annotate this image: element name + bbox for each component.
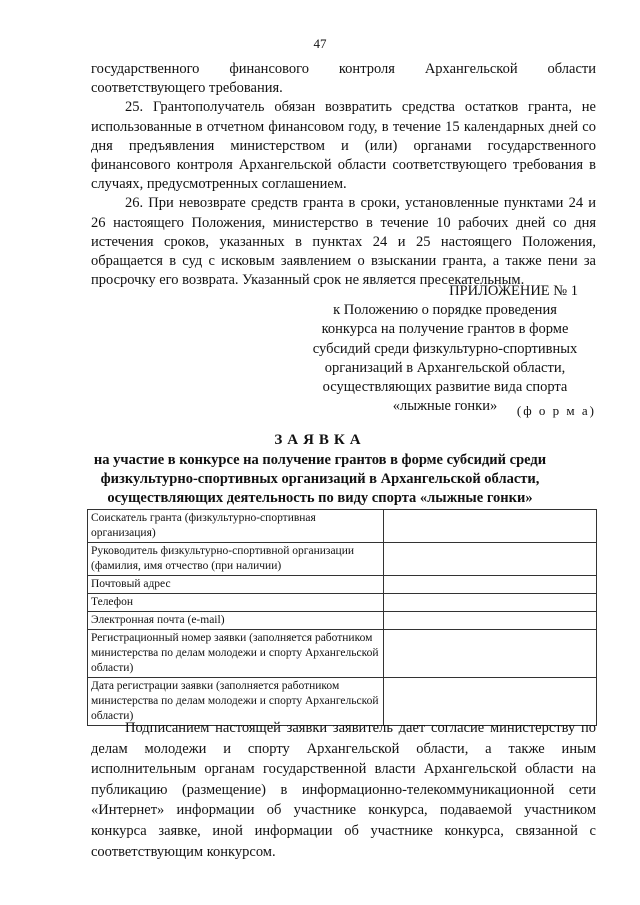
row-value-phone[interactable] (384, 594, 597, 612)
forma-label: (ф о р м а) (516, 403, 596, 418)
row-value-applicant[interactable] (384, 510, 597, 543)
application-form-table (87, 509, 597, 726)
appendix-line: конкурса на получение грантов в форме (321, 321, 569, 338)
body-text-top (91, 60, 596, 290)
application-subtitle-line: физкультурно-спортивных организаций в Архангельской области, (100, 471, 540, 487)
table-row (88, 630, 597, 678)
application-title: ЗАЯВКА (274, 432, 366, 448)
row-label-reg-date: Дата регистрации заявки (заполняется работником министерства по делам молодежи и спорту Архангельской области) (88, 678, 384, 726)
paragraph-continuation: государственного финансового контроля Архангельской области соответствующего требования. (91, 61, 596, 97)
row-label-phone: Телефон (88, 594, 384, 612)
appendix-block (300, 282, 590, 416)
consent-block (91, 718, 596, 862)
appendix-line: осуществляющих развитие вида спорта (322, 379, 568, 396)
row-label-head: Руководитель физкультурно-спортивной организации (фамилия, имя отчество (при наличии) (88, 543, 384, 576)
appendix-title: ПРИЛОЖЕНИЕ № 1 (449, 283, 578, 299)
row-value-email[interactable] (384, 612, 597, 630)
page-number: 47 (313, 36, 327, 51)
consent-paragraph: Подписанием настоящей заявки заявитель дает согласие министерству по делам молодежи и спорту Архангельской области, а также иным исполнительным органам государственной власти Архангельской области на публикацию (размещение) в информационно-телекоммуникационной сети «Интернет» информации об участнике конкурса, подаваемой участником конкурса заявке, иной информации об участнике конкурса, связанной с соответствующим конкурсом. (91, 720, 596, 860)
row-label-email: Электронная почта (e-mail) (88, 612, 384, 630)
application-subtitle (60, 451, 580, 508)
row-label-reg-number: Регистрационный номер заявки (заполняется работником министерства по делам молодежи и спорту Архангельской области) (88, 630, 384, 678)
paragraph-26: 26. При невозврате средств гранта в сроки, установленные пунктами 24 и 26 настоящего Положения, министерство в течение 10 рабочих дней со дня истечения сроков, указанных в пунктах 24 и 25 настоящего Положения, обращается в суд с исковым заявлением о взыскании гранта, а также пени за просрочку его возврата. Указанный срок не является пресекательным. (91, 195, 596, 289)
row-label-applicant: Соискатель гранта (физкультурно-спортивная организация) (88, 510, 384, 543)
table-row (88, 576, 597, 594)
appendix-line: субсидий среди физкультурно-спортивных (312, 340, 578, 357)
appendix-line: к Положению о порядке проведения (333, 302, 557, 319)
row-value-head[interactable] (384, 543, 597, 576)
application-subtitle-line: осуществляющих деятельность по виду спорта «лыжные гонки» (107, 490, 533, 506)
row-value-reg-number[interactable] (384, 630, 597, 678)
appendix-line: организаций в Архангельской области, (324, 359, 566, 376)
table-row (88, 594, 597, 612)
row-value-postal-address[interactable] (384, 576, 597, 594)
table-row (88, 543, 597, 576)
row-label-postal-address: Почтовый адрес (88, 576, 384, 594)
application-subtitle-line: на участие в конкурсе на получение грантов в форме субсидий среди (93, 452, 547, 468)
table-row (88, 612, 597, 630)
appendix-line: «лыжные гонки» (392, 398, 498, 415)
paragraph-25: 25. Грантополучатель обязан возвратить средства остатков гранта, не использованные в отчетном финансовом году, в течение 15 календарных дней со дня предъявления министерством и (или) органами государственного финансового контроля Архангельской области соответствующего требования в случаях, предусмотренных соглашением. (91, 99, 596, 193)
table-row (88, 510, 597, 543)
